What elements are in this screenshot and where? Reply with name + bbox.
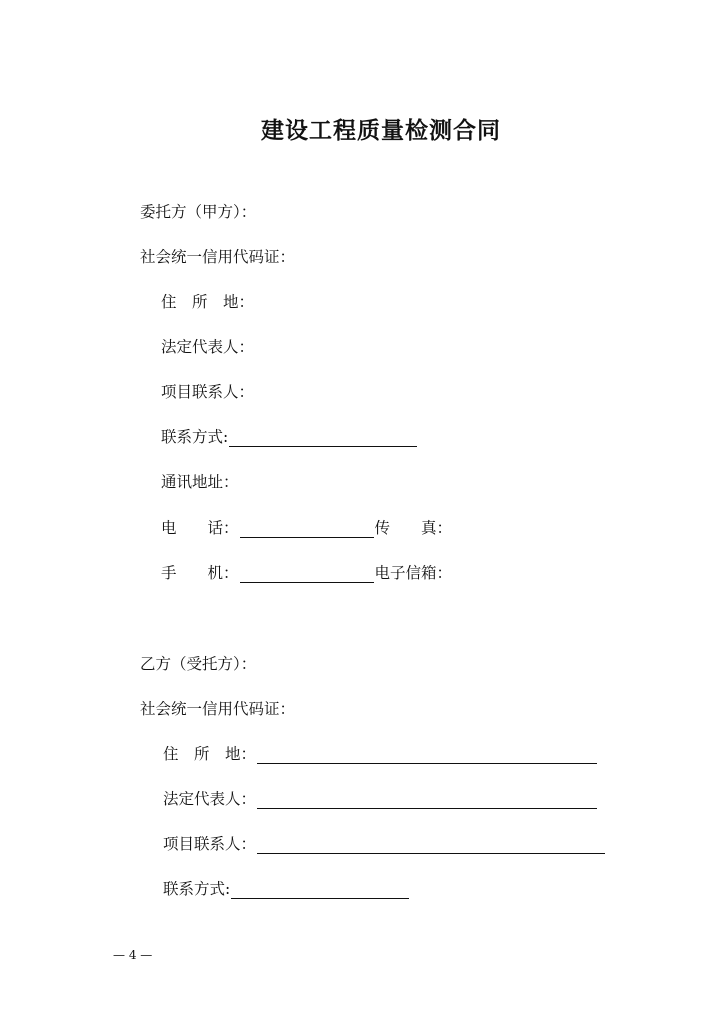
party-a-mailing-address <box>161 472 239 492</box>
party-a-mobile-label: 手 机： <box>161 564 239 582</box>
party-a-phone-field[interactable] <box>240 520 374 538</box>
party-b-heading-label: 乙方（受托方）： <box>140 655 257 673</box>
contract-title: 建设工程质量检测合同 <box>261 117 501 144</box>
party-b-credit-code-label: 社会统一信用代码证： <box>140 700 296 718</box>
party-b-address-field[interactable] <box>257 746 597 764</box>
party-a-fax-label: 传 真： <box>374 519 453 537</box>
party-b-project-contact-label: 项目联系人： <box>163 835 257 853</box>
party-b-contact-method-label: 联系方式: <box>163 880 231 898</box>
party-b-project-contact-field[interactable] <box>257 836 605 854</box>
party-a-heading-label: 委托方（甲方）： <box>140 203 257 221</box>
party-a-phone-label: 电 话： <box>161 519 239 537</box>
party-a-mobile-email <box>161 563 452 583</box>
party-a-phone-fax <box>161 518 452 538</box>
party-a-email-label: 电子信箱： <box>374 564 453 582</box>
party-b-heading <box>140 654 256 674</box>
party-b-address <box>163 744 598 764</box>
party-a-legal-rep-label: 法定代表人： <box>161 338 255 356</box>
party-b-address-label: 住 所 地： <box>163 745 257 763</box>
party-b-legal-rep-field[interactable] <box>257 791 597 809</box>
party-b-legal-rep-label: 法定代表人： <box>163 790 257 808</box>
party-a-address-label: 住 所 地： <box>161 293 255 311</box>
party-a-heading <box>140 202 256 222</box>
party-a-contact-method-label: 联系方式: <box>161 428 229 446</box>
party-b-contact-method <box>163 879 410 899</box>
party-a-contact-method <box>161 427 418 447</box>
party-a-credit-code <box>140 247 295 267</box>
party-a-legal-rep <box>161 337 254 357</box>
party-a-contact-method-field[interactable] <box>229 429 417 447</box>
page-number: — 4 — <box>113 948 153 962</box>
party-b-project-contact <box>163 834 606 854</box>
party-b-contact-method-field[interactable] <box>231 881 409 899</box>
party-a-project-contact-label: 项目联系人： <box>161 383 255 401</box>
party-a-mailing-address-label: 通讯地址： <box>161 473 239 491</box>
party-a-credit-code-label: 社会统一信用代码证： <box>140 248 296 266</box>
party-b-credit-code <box>140 699 295 719</box>
party-a-mobile-field[interactable] <box>240 565 374 583</box>
party-a-project-contact <box>161 382 254 402</box>
party-a-address <box>161 292 254 312</box>
party-b-legal-rep <box>163 789 598 809</box>
